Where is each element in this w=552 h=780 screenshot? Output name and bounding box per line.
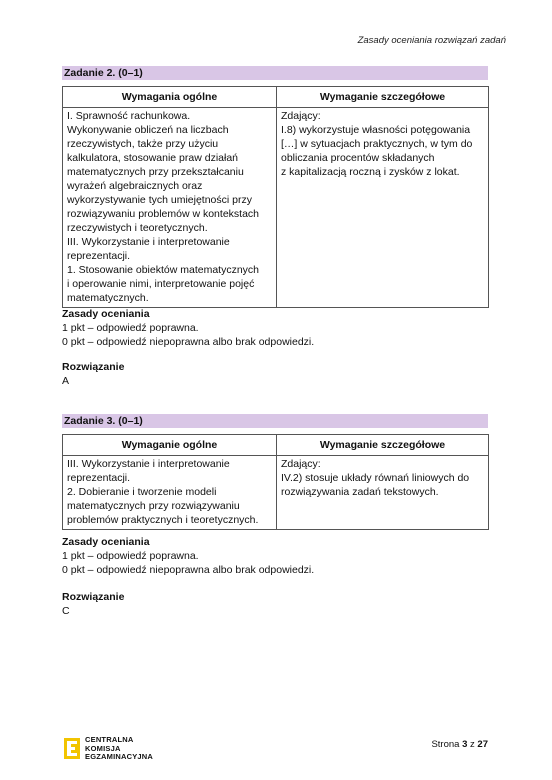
cke-logo-text	[85, 736, 153, 762]
general-line: matematycznych przy rozwiązywaniu	[67, 500, 240, 512]
task-3-scoring	[62, 535, 314, 577]
task-3-solution	[62, 590, 124, 618]
general-line: wyrażeń algebraicznych oraz	[67, 180, 203, 192]
general-line: 1. Stosowanie obiektów matematycznych	[67, 264, 260, 276]
general-line: kalkulatora, stosowanie praw działań	[67, 152, 239, 164]
scoring-line: 1 pkt – odpowiedź poprawna.	[62, 322, 199, 334]
general-line: reprezentacji.	[67, 472, 131, 484]
scoring-line: 0 pkt – odpowiedź niepoprawna albo brak odpowiedzi.	[62, 336, 315, 348]
specific-line: z kapitalizacją roczną i zysków z lokat.	[281, 166, 460, 178]
page-current: 3	[462, 739, 468, 750]
general-line: rozwiązywaniu problemów w kontekstach	[67, 208, 259, 220]
task-2-col-general: Wymagania ogólne	[63, 87, 277, 108]
specific-line: IV.2) stosuje układy równań liniowych do	[281, 472, 470, 484]
page-number	[431, 738, 488, 752]
task-3-specific-cell	[277, 456, 489, 530]
task-2-solution	[62, 360, 124, 388]
general-line: matematycznych przy przekształcaniu	[67, 166, 244, 178]
general-line: i operowanie nimi, interpretowanie pojęć	[67, 278, 255, 290]
general-line: III. Wykorzystanie i interpretowanie	[67, 236, 230, 248]
document-header-title: Zasady oceniania rozwiązań zadań	[357, 35, 506, 46]
solution-title: Rozwiązanie	[62, 361, 125, 373]
scoring-title: Zasady oceniania	[62, 536, 150, 548]
general-line: rzeczywistych, także przy użyciu	[67, 138, 219, 150]
page-total: 27	[477, 739, 488, 750]
task-3-requirements-table	[62, 434, 489, 530]
general-line: I. Sprawność rachunkowa.	[67, 110, 191, 122]
scoring-line: 1 pkt – odpowiedź poprawna.	[62, 550, 199, 562]
general-line: Wykonywanie obliczeń na liczbach	[67, 124, 229, 136]
general-line: matematycznych.	[67, 292, 149, 304]
specific-line: obliczania procentów składanych	[281, 152, 435, 164]
general-line: III. Wykorzystanie i interpretowanie	[67, 458, 230, 470]
cke-logo	[64, 736, 153, 762]
specific-line: rozwiązywania zadań tekstowych.	[281, 486, 439, 498]
task-3-general-cell	[63, 456, 277, 530]
logo-line: EGZAMINACYJNA	[85, 752, 154, 761]
solution-answer: A	[62, 375, 70, 387]
specific-line: Zdający:	[281, 110, 321, 122]
scoring-line: 0 pkt – odpowiedź niepoprawna albo brak odpowiedzi.	[62, 564, 315, 576]
general-line: reprezentacji.	[67, 250, 131, 262]
general-line: problemów praktycznych i teoretycznych.	[67, 514, 259, 526]
task-3-col-specific: Wymaganie szczegółowe	[277, 435, 489, 456]
specific-line: […] w sytuacjach praktycznych, w tym do	[281, 138, 473, 150]
specific-line: I.8) wykorzystuje własności potęgowania	[281, 124, 471, 136]
cke-logo-icon	[64, 738, 80, 759]
task-2-specific-cell	[277, 108, 489, 308]
page-separator: z	[470, 739, 475, 750]
general-line: 2. Dobieranie i tworzenie modeli	[67, 486, 217, 498]
page-prefix: Strona	[431, 739, 460, 750]
task-2-title: Zadanie 2. (0–1)	[62, 66, 488, 80]
solution-title: Rozwiązanie	[62, 591, 125, 603]
solution-answer: C	[62, 605, 70, 617]
general-line: wykorzystywanie tych umiejętności przy	[67, 194, 252, 206]
logo-line: CENTRALNA	[85, 735, 134, 744]
task-2-scoring	[62, 307, 314, 349]
scoring-title: Zasady oceniania	[62, 308, 150, 320]
logo-line: KOMISJA	[85, 743, 121, 753]
task-2-general-cell	[63, 108, 277, 308]
task-2-col-specific: Wymaganie szczegółowe	[277, 87, 489, 108]
specific-line: Zdający:	[281, 458, 321, 470]
task-2-requirements-table	[62, 86, 489, 308]
task-3-title: Zadanie 3. (0–1)	[62, 414, 488, 428]
general-line: rzeczywistych i teoretycznych.	[67, 222, 208, 234]
task-3-col-general: Wymaganie ogólne	[63, 435, 277, 456]
